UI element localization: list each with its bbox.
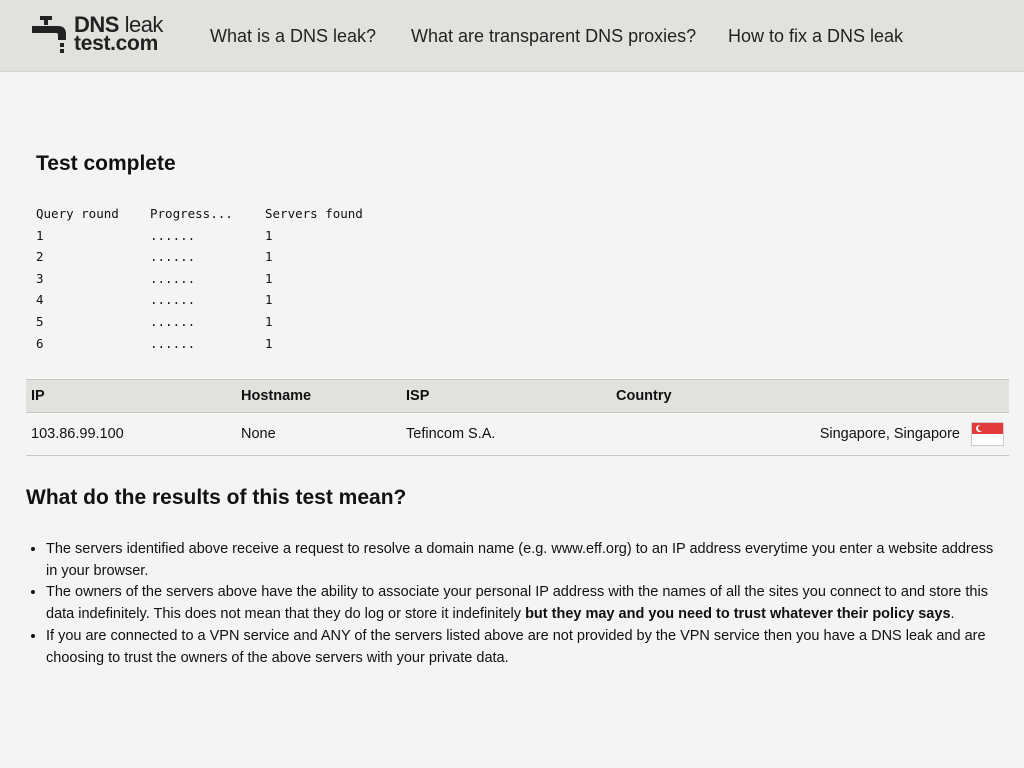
list-item: • The servers identified above receive a request to resolve a domain name (e.g. www.eff.org) to an IP address everytime you enter a website address in your browser. [46, 539, 1006, 582]
results-meaning-heading: What do the results of this test mean? [26, 486, 407, 509]
round-number: 6 [36, 335, 44, 351]
logo-text-bottom: test.com [74, 32, 158, 55]
server-hostname: None [236, 413, 401, 456]
results-explanation-list [26, 539, 1006, 669]
servers-table-header [26, 380, 1009, 413]
round-progress: ...... [150, 313, 196, 329]
column-header-query-round: Query round [36, 206, 119, 221]
nav-link-transparent-dns-proxies[interactable]: What are transparent DNS proxies? [411, 26, 697, 46]
site-logo[interactable] [30, 12, 170, 58]
round-servers-found: 1 [265, 335, 273, 351]
singapore-flag-icon [971, 422, 1004, 446]
round-progress: ...... [150, 249, 196, 265]
nav-link-fix-dns-leak[interactable]: How to fix a DNS leak [728, 26, 904, 46]
round-servers-found: 1 [265, 270, 273, 286]
column-header-ip: IP [26, 380, 236, 413]
site-header [0, 0, 1024, 72]
table-row [26, 413, 1009, 456]
dns-servers-table [26, 379, 1009, 456]
list-item: • The owners of the servers above have the ability to associate your personal IP address with the names of all the sites you connect to and store this data indefinitely. This does not mean that they do log or store it indefinitely but they may and you need to trust whatever their policy says. [46, 582, 1006, 625]
round-servers-found: 1 [265, 227, 273, 243]
round-progress: ...... [150, 335, 196, 351]
server-isp: Tefincom S.A. [401, 413, 611, 456]
round-number: 1 [36, 227, 44, 243]
round-progress: ...... [150, 227, 196, 243]
column-header-servers-found: Servers found [265, 206, 363, 221]
policy-warning-bold: but they may and you need to trust whatever their policy says [525, 606, 951, 623]
round-progress: ...... [150, 292, 196, 308]
round-progress: ...... [150, 270, 196, 286]
server-country: Singapore, Singapore [819, 425, 960, 442]
round-servers-found: 1 [265, 292, 273, 308]
logo-text-top: DNS leak [74, 12, 163, 37]
round-servers-found: 1 [265, 249, 273, 265]
round-number: 4 [36, 292, 44, 308]
round-number: 2 [36, 249, 44, 265]
round-servers-found: 1 [265, 313, 273, 329]
server-country-cell [611, 413, 1009, 456]
column-header-progress: Progress... [150, 206, 233, 221]
faucet-icon [30, 14, 70, 54]
round-number: 3 [36, 270, 44, 286]
server-ip: 103.86.99.100 [26, 413, 236, 456]
list-item: • If you are connected to a VPN service and ANY of the servers listed above are not provided by the VPN service then you have a DNS leak and are choosing to trust the owners of the above servers with your private data. [46, 626, 1006, 669]
test-status-heading: Test complete [36, 152, 176, 175]
column-header-isp: ISP [401, 380, 611, 413]
nav-link-what-is-dns-leak[interactable]: What is a DNS leak? [210, 26, 377, 46]
column-header-hostname: Hostname [236, 380, 401, 413]
column-header-country: Country [611, 380, 1009, 413]
round-number: 5 [36, 313, 44, 329]
